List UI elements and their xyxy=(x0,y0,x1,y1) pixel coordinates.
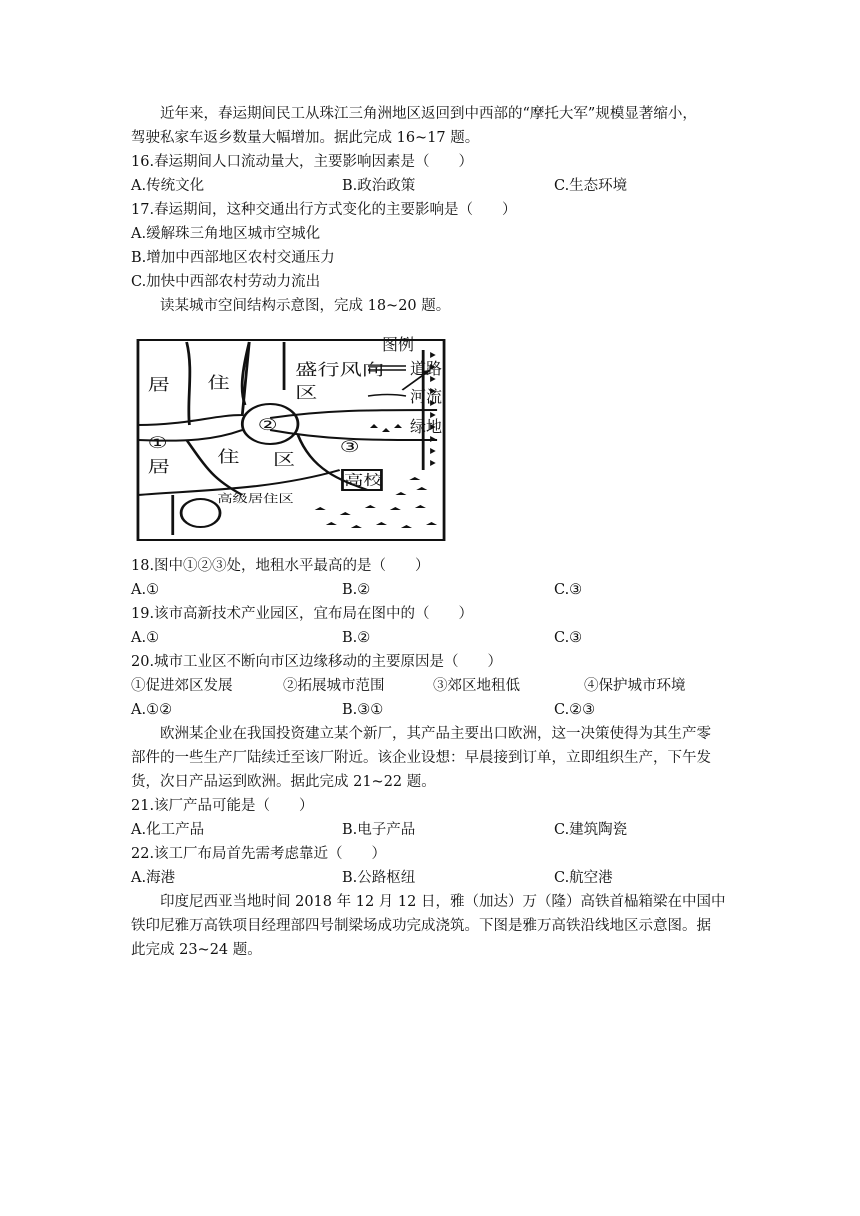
map-label-ju-2: 居 xyxy=(147,457,170,477)
q20-reason-4: ④保护城市环境 xyxy=(584,678,686,694)
q18-option-b: B.② xyxy=(342,582,371,598)
passage-3-line-1: 欧洲某企业在我国投资建立某个新厂，其产品主要出口欧洲，这一决策使得为其生产零 xyxy=(160,726,711,742)
legend-river-label: 河流 xyxy=(410,387,443,406)
q20-option-a: A.①② xyxy=(131,702,173,718)
q22-option-c: C.航空港 xyxy=(554,870,613,886)
legend-title: 图例 xyxy=(382,335,415,354)
passage-3-line-3: 货，次日产品运到欧洲。据此完成 21~22 题。 xyxy=(131,774,436,790)
question-20-stem: 20.城市工业区不断向市区边缘移动的主要原因是（ ） xyxy=(131,654,503,670)
question-21-stem: 21.该厂产品可能是（ ） xyxy=(131,798,314,814)
q16-option-a: A.传统文化 xyxy=(131,178,205,194)
q20-reason-2: ②拓展城市范围 xyxy=(283,678,385,694)
map-label-gaoji: 高级居住区 xyxy=(217,492,294,506)
map-label-circle-2: ② xyxy=(257,415,278,435)
q22-option-b: B.公路枢纽 xyxy=(342,870,416,886)
legend-road-label: 道路 xyxy=(410,359,443,378)
q21-option-b: B.电子产品 xyxy=(342,822,416,838)
map-label-wind: 盛行风向 xyxy=(295,360,385,380)
legend-green-symbol xyxy=(370,424,402,432)
passage-1-line-1: 近年来，春运期间民工从珠江三角洲地区返回到中西部的“摩托大军”规模显著缩小， xyxy=(160,106,697,122)
passage-2: 读某城市空间结构示意图，完成 18~20 题。 xyxy=(160,298,451,314)
q17-option-a: A.缓解珠三角地区城市空城化 xyxy=(131,226,321,242)
map-label-zhu-1: 住 xyxy=(207,373,230,393)
question-18-stem: 18.图中①②③处，地租水平最高的是（ ） xyxy=(131,558,430,574)
q19-option-c: C.③ xyxy=(554,630,583,646)
map-label-circle-3: ③ xyxy=(339,437,360,457)
map-label-circle-1: ① xyxy=(147,433,168,453)
legend-road-symbol xyxy=(368,366,406,370)
q21-option-a: A.化工产品 xyxy=(131,822,205,838)
legend-river-symbol xyxy=(368,395,406,397)
q18-option-a: A.① xyxy=(131,582,160,598)
question-22-stem: 22.该工厂布局首先需考虑靠近（ ） xyxy=(131,846,387,862)
q20-reason-3: ③郊区地租低 xyxy=(433,678,520,694)
map-label-qu-1: 区 xyxy=(295,383,318,403)
question-16-stem: 16.春运期间人口流动量大，主要影响因素是（ ） xyxy=(131,154,474,170)
question-19-stem: 19.该市高新技术产业园区，宜布局在图中的（ ） xyxy=(131,606,474,622)
q19-option-a: A.① xyxy=(131,630,160,646)
q19-option-b: B.② xyxy=(342,630,371,646)
map-label-qu-2: 区 xyxy=(272,450,296,470)
passage-1-line-2: 驾驶私家车返乡数量大幅增加。据此完成 16~17 题。 xyxy=(131,130,480,146)
q18-option-c: C.③ xyxy=(554,582,583,598)
q16-option-b: B.政治政策 xyxy=(342,178,416,194)
q21-option-c: C.建筑陶瓷 xyxy=(554,822,628,838)
map-label-gaoxiao: 高校 xyxy=(343,471,383,489)
q22-option-a: A.海港 xyxy=(131,870,176,886)
legend-green-label: 绿地 xyxy=(410,417,443,436)
passage-3-line-2: 部件的一些生产厂陆续迁至该厂附近。该企业设想：早晨接到订单，立即组织生产，下午发 xyxy=(131,750,711,766)
q20-option-b: B.③① xyxy=(342,702,384,718)
map-label-zhu-2: 住 xyxy=(217,447,240,467)
q16-option-c: C.生态环境 xyxy=(554,178,628,194)
passage-4-line-1: 印度尼西亚当地时间 2018 年 12 月 12 日，雅（加达）万（隆）高铁首榀箱梁在中国中 xyxy=(160,894,726,910)
passage-4-line-3: 此完成 23~24 题。 xyxy=(131,942,262,958)
q20-reason-1: ①促进郊区发展 xyxy=(131,678,233,694)
q20-option-c: C.②③ xyxy=(554,702,596,718)
map-label-ju-1: 居 xyxy=(147,375,170,395)
passage-4-line-2: 铁印尼雅万高铁项目经理部四号制梁场成功完成浇筑。下图是雅万高铁沿线地区示意图。据 xyxy=(131,918,711,934)
map-legend xyxy=(360,334,460,444)
q17-option-b: B.增加中西部地区农村交通压力 xyxy=(131,250,335,266)
q17-option-c: C.加快中西部农村劳动力流出 xyxy=(131,274,321,290)
question-17-stem: 17.春运期间，这种交通出行方式变化的主要影响是（ ） xyxy=(131,202,517,218)
